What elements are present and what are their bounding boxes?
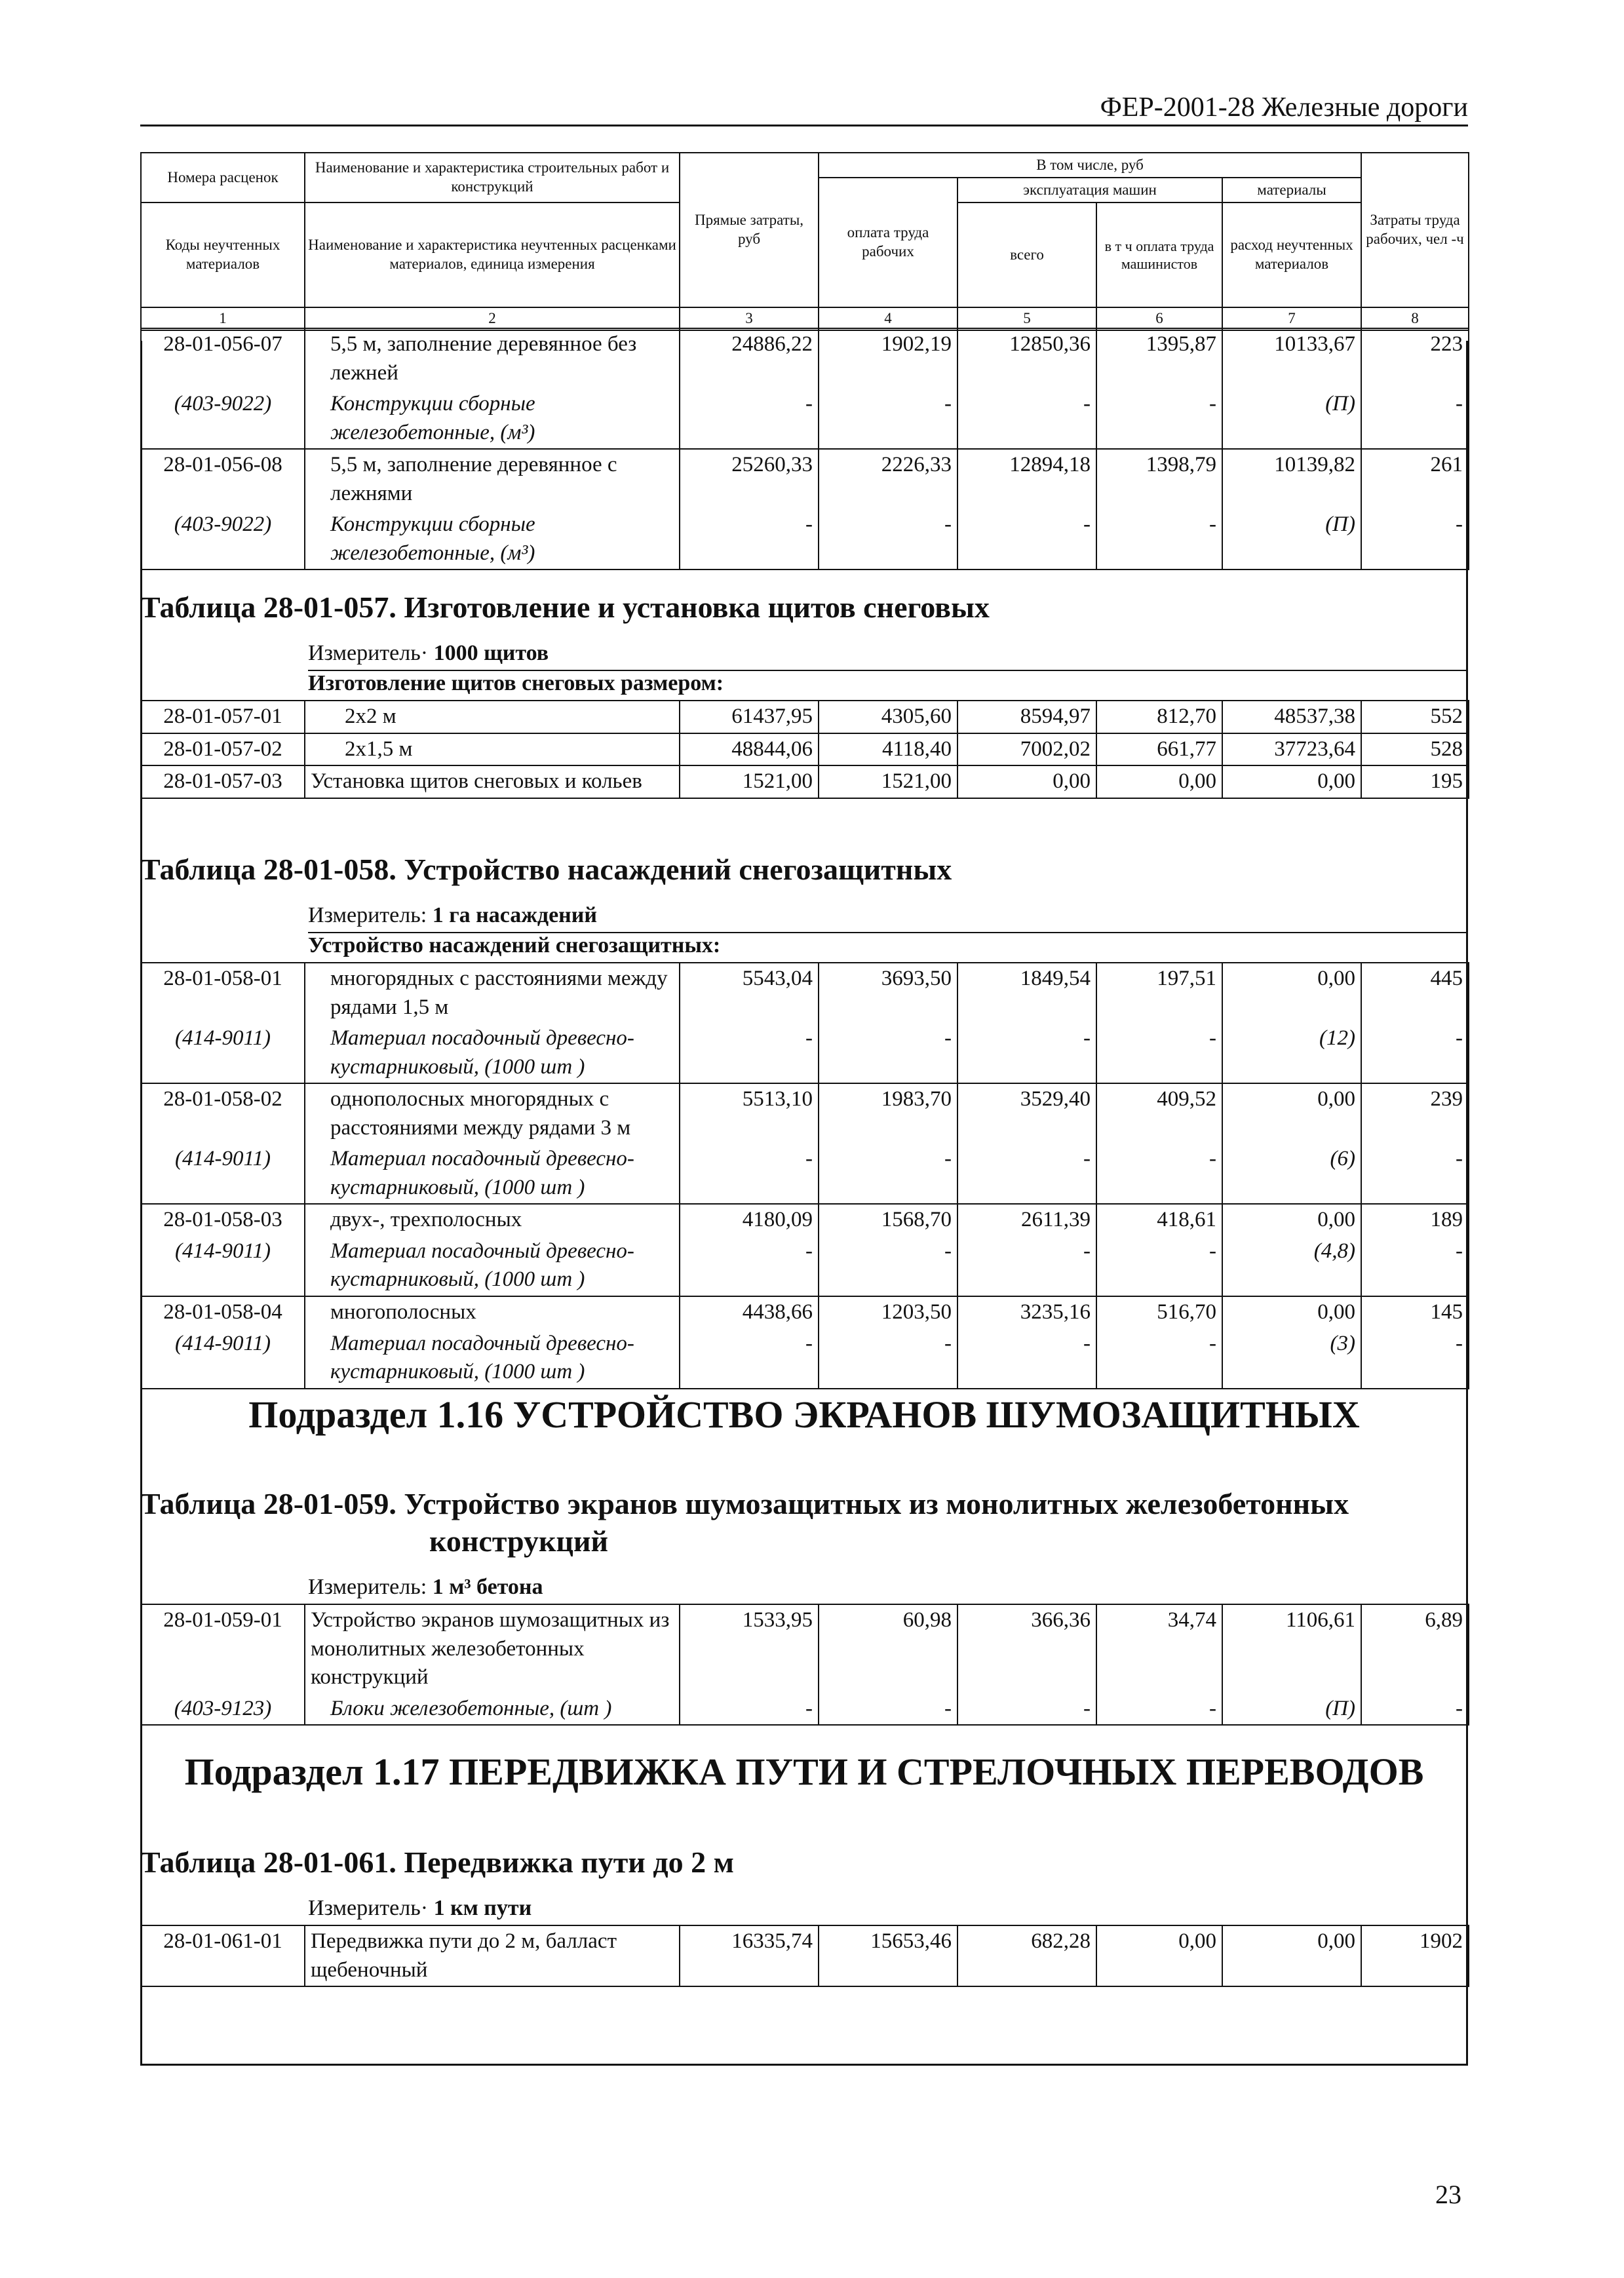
- value-pay: -: [819, 1328, 957, 1389]
- value-machinist: 812,70: [1096, 701, 1222, 733]
- value-machinist: -: [1096, 1236, 1222, 1296]
- value-machines: 3235,16: [957, 1296, 1096, 1328]
- value-machines: -: [957, 1144, 1096, 1204]
- col-num-5: 5: [957, 307, 1096, 330]
- value-labor: -: [1361, 509, 1469, 570]
- header-machinist-pay: в т ч оплата труда машинистов: [1096, 203, 1222, 307]
- material-code: (403-9022): [141, 509, 305, 570]
- table-058-rows: [140, 962, 1469, 1389]
- value-labor: -: [1361, 1693, 1469, 1726]
- value-machines: -: [957, 1328, 1096, 1389]
- value-labor: 6,89: [1361, 1604, 1469, 1693]
- col-num-1: 1: [141, 307, 305, 330]
- page-header: ФЕР-2001-28 Железные дороги: [1100, 92, 1468, 123]
- value-pay: -: [819, 509, 957, 570]
- value-direct: 4180,09: [680, 1204, 819, 1236]
- col-num-4: 4: [819, 307, 957, 330]
- value-direct: 24886,22: [680, 328, 819, 389]
- value-machines: -: [957, 509, 1096, 570]
- value-pay: -: [819, 1236, 957, 1296]
- value-direct: 4438,66: [680, 1296, 819, 1328]
- table-057-measure: [308, 641, 549, 666]
- table-row: [141, 1296, 1469, 1328]
- value-machinist: 0,00: [1096, 1925, 1222, 1986]
- value-direct: 1533,95: [680, 1604, 819, 1693]
- measure-value: 1 га насаждений: [432, 903, 597, 927]
- table-059-measure: [308, 1575, 543, 1600]
- table-row: [141, 1236, 1469, 1296]
- value-pay: 15653,46: [819, 1925, 957, 1986]
- value-pay: -: [819, 1693, 957, 1726]
- value-direct: 5513,10: [680, 1083, 819, 1144]
- rate-code: 28-01-059-01: [141, 1604, 305, 1693]
- value-labor: 1902: [1361, 1925, 1469, 1986]
- table-row: [141, 701, 1469, 733]
- value-pay: 1203,50: [819, 1296, 957, 1328]
- material-name: Материал посадочный древесно-кустарниковый, (1000 шт ): [305, 1023, 680, 1083]
- value-materials: 0,00: [1222, 765, 1361, 798]
- measure-label: Измеритель·: [308, 1896, 429, 1920]
- value-pay: 1983,70: [819, 1083, 957, 1144]
- table-row: [141, 1083, 1469, 1144]
- value-machines: -: [957, 1023, 1096, 1083]
- col-num-8: 8: [1361, 307, 1469, 330]
- value-labor: 189: [1361, 1204, 1469, 1236]
- value-labor: 528: [1361, 733, 1469, 766]
- header-materials: материалы: [1222, 178, 1361, 203]
- rate-code: 28-01-058-03: [141, 1204, 305, 1236]
- material-code: (403-9022): [141, 389, 305, 449]
- value-machinist: -: [1096, 509, 1222, 570]
- material-code: (414-9011): [141, 1144, 305, 1204]
- value-labor: -: [1361, 389, 1469, 449]
- header-including: В том числе, руб: [819, 153, 1361, 178]
- value-materials: 37723,64: [1222, 733, 1361, 766]
- value-machines: 2611,39: [957, 1204, 1096, 1236]
- rate-code: 28-01-058-04: [141, 1296, 305, 1328]
- value-pay: 1568,70: [819, 1204, 957, 1236]
- value-direct: -: [680, 1144, 819, 1204]
- table-row: [141, 1023, 1469, 1083]
- value-machinist: -: [1096, 1328, 1222, 1389]
- table-057-rows: [140, 700, 1469, 799]
- value-materials: (12): [1222, 1023, 1361, 1083]
- header-machines: эксплуатация машин: [957, 178, 1222, 203]
- value-machinist: 516,70: [1096, 1296, 1222, 1328]
- value-pay: -: [819, 389, 957, 449]
- material-name: Материал посадочный древесно-кустарниковый, (1000 шт ): [305, 1236, 680, 1296]
- table-row: [141, 1604, 1469, 1693]
- value-machines: 366,36: [957, 1604, 1096, 1693]
- measure-value: 1 км пути: [433, 1896, 532, 1920]
- value-labor: 261: [1361, 449, 1469, 509]
- value-machines: -: [957, 1236, 1096, 1296]
- value-machinist: 661,77: [1096, 733, 1222, 766]
- value-machines: 8594,97: [957, 701, 1096, 733]
- material-code: (414-9011): [141, 1236, 305, 1296]
- header-labor-costs: Затраты труда рабочих, чел -ч: [1361, 153, 1469, 307]
- table-061-measure: [308, 1896, 532, 1921]
- header-material-names: Наименование и характеристика неучтенных расценками материалов, единица измерения: [305, 203, 680, 307]
- value-labor: 195: [1361, 765, 1469, 798]
- value-materials: 0,00: [1222, 1925, 1361, 1986]
- rate-name: 2х2 м: [305, 701, 680, 733]
- table-row: [141, 449, 1469, 509]
- header-machines-total: всего: [957, 203, 1096, 307]
- table-057-title: Таблица 28-01-057. Изготовление и установка щитов снеговых: [140, 590, 990, 624]
- table-row: [141, 1144, 1469, 1204]
- table-row: [141, 765, 1469, 798]
- value-pay: 4305,60: [819, 701, 957, 733]
- column-header-table: [140, 152, 1469, 331]
- rate-code: 28-01-056-07: [141, 328, 305, 389]
- rate-name: Установка щитов снеговых и кольев: [305, 765, 680, 798]
- header-rule: [140, 125, 1468, 126]
- header-rate-number: Номера расценок: [141, 153, 305, 203]
- value-materials: (П): [1222, 389, 1361, 449]
- material-name: Блоки железобетонные, (шт ): [305, 1693, 680, 1726]
- measure-value: 1 м³ бетона: [432, 1575, 543, 1599]
- value-machinist: 409,52: [1096, 1083, 1222, 1144]
- value-machinist: -: [1096, 1144, 1222, 1204]
- value-direct: -: [680, 509, 819, 570]
- value-direct: 16335,74: [680, 1925, 819, 1986]
- header-work-name: Наименование и характеристика строительных работ и конструкций: [305, 153, 680, 203]
- table-row: [141, 389, 1469, 449]
- value-labor: 223: [1361, 328, 1469, 389]
- rate-code: 28-01-057-02: [141, 733, 305, 766]
- rate-name: 5,5 м, заполнение деревянное без лежней: [305, 328, 680, 389]
- table-row: [141, 509, 1469, 570]
- value-labor: -: [1361, 1023, 1469, 1083]
- value-labor: 239: [1361, 1083, 1469, 1144]
- table-row: [141, 328, 1469, 389]
- table-059-title-cont: конструкций: [429, 1524, 608, 1558]
- value-labor: -: [1361, 1236, 1469, 1296]
- value-materials: 0,00: [1222, 1296, 1361, 1328]
- measure-value: 1000 щитов: [433, 641, 549, 665]
- table-061-rows: [140, 1925, 1469, 1987]
- value-direct: -: [680, 1693, 819, 1726]
- value-materials: 48537,38: [1222, 701, 1361, 733]
- value-pay: 4118,40: [819, 733, 957, 766]
- value-direct: -: [680, 1236, 819, 1296]
- material-name: Конструкции сборные железобетонные, (м³): [305, 389, 680, 449]
- material-name: Конструкции сборные железобетонные, (м³): [305, 509, 680, 570]
- measure-label: Измеритель:: [308, 1575, 427, 1599]
- value-pay: -: [819, 1144, 957, 1204]
- value-materials: (П): [1222, 1693, 1361, 1726]
- value-labor: 445: [1361, 963, 1469, 1023]
- value-pay: 3693,50: [819, 963, 957, 1023]
- value-machines: 7002,02: [957, 733, 1096, 766]
- value-machinist: 1398,79: [1096, 449, 1222, 509]
- material-name: Материал посадочный древесно-кустарниковый, (1000 шт ): [305, 1328, 680, 1389]
- page-number: 23: [1435, 2180, 1461, 2209]
- value-direct: -: [680, 389, 819, 449]
- section-1-17-title: Подраздел 1.17 ПЕРЕДВИЖКА ПУТИ И СТРЕЛОЧНЫХ ПЕРЕВОДОВ: [184, 1750, 1424, 1793]
- rate-name: многополосных: [305, 1296, 680, 1328]
- col-num-6: 6: [1096, 307, 1222, 330]
- table-057-subhead: Изготовление щитов снеговых размером:: [308, 671, 724, 695]
- value-machinist: 34,74: [1096, 1604, 1222, 1693]
- value-machinist: -: [1096, 1023, 1222, 1083]
- value-machines: -: [957, 389, 1096, 449]
- value-machinist: 1395,87: [1096, 328, 1222, 389]
- table-056-rows: [140, 328, 1469, 570]
- table-row: [141, 1693, 1469, 1726]
- measure-label: Измеритель:: [308, 903, 427, 927]
- value-machinist: 0,00: [1096, 765, 1222, 798]
- value-direct: -: [680, 1328, 819, 1389]
- rate-code: 28-01-058-01: [141, 963, 305, 1023]
- value-direct: 25260,33: [680, 449, 819, 509]
- value-direct: -: [680, 1023, 819, 1083]
- rate-code: 28-01-061-01: [141, 1925, 305, 1986]
- value-machines: 682,28: [957, 1925, 1096, 1986]
- header-direct-costs: Прямые затраты, руб: [680, 153, 819, 307]
- value-labor: 145: [1361, 1296, 1469, 1328]
- material-code: (414-9011): [141, 1328, 305, 1389]
- material-name: Материал посадочный древесно-кустарниковый, (1000 шт ): [305, 1144, 680, 1204]
- rate-name: Устройство экранов шумозащитных из монолитных железобетонных конструкций: [305, 1604, 680, 1693]
- table-061-title: Таблица 28-01-061. Передвижка пути до 2 м: [140, 1845, 734, 1879]
- header-material-codes: Коды неучтенных материалов: [141, 203, 305, 307]
- value-machines: 12894,18: [957, 449, 1096, 509]
- value-machines: 12850,36: [957, 328, 1096, 389]
- rate-code: 28-01-058-02: [141, 1083, 305, 1144]
- table-row: [141, 1204, 1469, 1236]
- rate-name: 2х1,5 м: [305, 733, 680, 766]
- table-058-title: Таблица 28-01-058. Устройство насаждений снегозащитных: [140, 853, 952, 886]
- header-worker-pay: оплата труда рабочих: [819, 178, 957, 307]
- rate-name: двух-, трехполосных: [305, 1204, 680, 1236]
- rate-name: 5,5 м, заполнение деревянное с лежнями: [305, 449, 680, 509]
- rate-code: 28-01-056-08: [141, 449, 305, 509]
- value-materials: 0,00: [1222, 1083, 1361, 1144]
- value-machinist: -: [1096, 389, 1222, 449]
- table-059-title: Таблица 28-01-059. Устройство экранов шумозащитных из монолитных железобетонных: [140, 1487, 1349, 1520]
- value-pay: 1902,19: [819, 328, 957, 389]
- table-059-rows: [140, 1604, 1469, 1726]
- table-row: [141, 1328, 1469, 1389]
- value-materials: (3): [1222, 1328, 1361, 1389]
- value-machinist: 197,51: [1096, 963, 1222, 1023]
- value-materials: (6): [1222, 1144, 1361, 1204]
- table-058-subhead: Устройство насаждений снегозащитных:: [308, 933, 721, 957]
- value-pay: 60,98: [819, 1604, 957, 1693]
- rate-code: 28-01-057-03: [141, 765, 305, 798]
- value-materials: 10139,82: [1222, 449, 1361, 509]
- value-materials: (П): [1222, 509, 1361, 570]
- rate-name: многорядных с расстояниями между рядами 1,5 м: [305, 963, 680, 1023]
- value-pay: 1521,00: [819, 765, 957, 798]
- header-material-usage: расход неучтенных материалов: [1222, 203, 1361, 307]
- value-machines: 1849,54: [957, 963, 1096, 1023]
- table-row: [141, 1925, 1469, 1986]
- value-machinist: 418,61: [1096, 1204, 1222, 1236]
- value-materials: 0,00: [1222, 963, 1361, 1023]
- material-code: (403-9123): [141, 1693, 305, 1726]
- table-row: [141, 733, 1469, 766]
- value-materials: (4,8): [1222, 1236, 1361, 1296]
- value-materials: 0,00: [1222, 1204, 1361, 1236]
- value-pay: -: [819, 1023, 957, 1083]
- value-direct: 1521,00: [680, 765, 819, 798]
- table-row: [141, 963, 1469, 1023]
- value-materials: 10133,67: [1222, 328, 1361, 389]
- measure-label: Измеритель·: [308, 641, 429, 665]
- value-labor: -: [1361, 1144, 1469, 1204]
- rate-name: Передвижка пути до 2 м, балласт щебеночный: [305, 1925, 680, 1986]
- value-labor: -: [1361, 1328, 1469, 1389]
- col-num-7: 7: [1222, 307, 1361, 330]
- value-direct: 5543,04: [680, 963, 819, 1023]
- value-machinist: -: [1096, 1693, 1222, 1726]
- rate-name: однополосных многорядных с расстояниями между рядами 3 м: [305, 1083, 680, 1144]
- value-labor: 552: [1361, 701, 1469, 733]
- value-machines: 0,00: [957, 765, 1096, 798]
- section-1-16-title: Подраздел 1.16 УСТРОЙСТВО ЭКРАНОВ ШУМОЗАЩИТНЫХ: [248, 1393, 1360, 1436]
- value-machines: 3529,40: [957, 1083, 1096, 1144]
- value-machines: -: [957, 1693, 1096, 1726]
- value-materials: 1106,61: [1222, 1604, 1361, 1693]
- value-pay: 2226,33: [819, 449, 957, 509]
- material-code: (414-9011): [141, 1023, 305, 1083]
- value-direct: 61437,95: [680, 701, 819, 733]
- table-058-measure: [308, 903, 597, 928]
- value-direct: 48844,06: [680, 733, 819, 766]
- rate-code: 28-01-057-01: [141, 701, 305, 733]
- col-num-2: 2: [305, 307, 680, 330]
- col-num-3: 3: [680, 307, 819, 330]
